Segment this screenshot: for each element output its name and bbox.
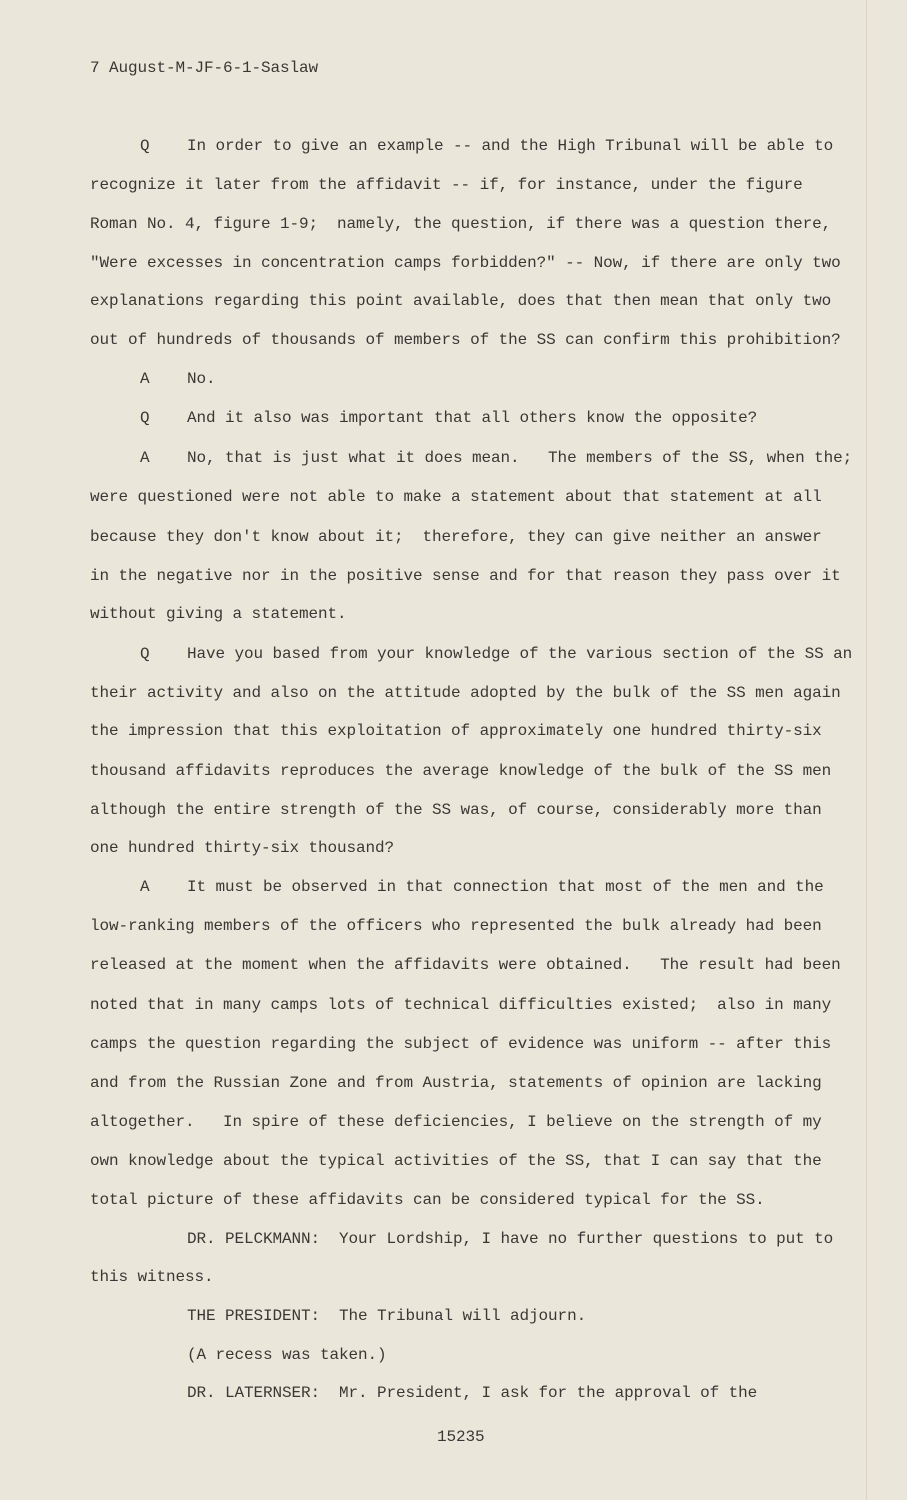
text-line: recognize it later from the affidavit -- if, for instance, under the figure: [90, 176, 803, 194]
text-line: camps the question regarding the subject of evidence was uniform -- after this: [90, 1035, 832, 1053]
page-header: 7 August-M-JF-6-1-Saslaw: [90, 59, 319, 77]
a-label: A: [140, 878, 150, 896]
text-line: And it also was important that all others know the opposite?: [187, 409, 758, 427]
text-line: their activity and also on the attitude adopted by the bulk of the SS men again: [90, 684, 841, 702]
text-line: Have you based from your knowledge of the various section of the SS an: [187, 645, 853, 663]
text-line: noted that in many camps lots of technical difficulties existed; also in many: [90, 996, 832, 1014]
text-line: out of hundreds of thousands of members of the SS can confirm this prohibition?: [90, 331, 841, 349]
text-line: "Were excesses in concentration camps forbidden?" -- Now, if there are only two: [90, 254, 841, 272]
text-line: thousand affidavits reproduces the average knowledge of the bulk of the SS men: [90, 762, 832, 780]
q-label: Q: [140, 137, 150, 155]
speaker-line: DR. LATERNSER: Mr. President, I ask for the approval of the: [187, 1384, 758, 1402]
text-line: although the entire strength of the SS was, of course, considerably more than: [90, 801, 822, 819]
a-label: A: [140, 449, 150, 467]
text-line: were questioned were not able to make a statement about that statement at all: [90, 488, 822, 506]
speaker-line: DR. PELCKMANN: Your Lordship, I have no further questions to put to: [187, 1230, 834, 1248]
stage-direction: (A recess was taken.): [187, 1346, 387, 1364]
text-line: because they don't know about it; therefore, they can give neither an answer: [90, 528, 822, 546]
text-line: in the negative nor in the positive sense and for that reason they pass over it: [90, 567, 841, 585]
q-label: Q: [140, 409, 150, 427]
speaker-line: THE PRESIDENT: The Tribunal will adjourn.: [187, 1307, 587, 1325]
text-line: No, that is just what it does mean. The members of the SS, when the;: [187, 449, 853, 467]
q-label: Q: [140, 645, 150, 663]
text-line: own knowledge about the typical activities of the SS, that I can say that the: [90, 1152, 822, 1170]
text-line: without giving a statement.: [90, 605, 347, 623]
page-number: 15235: [437, 1428, 485, 1446]
text-line: No.: [187, 370, 216, 388]
text-line: low-ranking members of the officers who represented the bulk already had been: [90, 917, 822, 935]
text-line: the impression that this exploitation of approximately one hundred thirty-six: [90, 722, 822, 740]
text-line: altogether. In spire of these deficiencies, I believe on the strength of my: [90, 1113, 822, 1131]
text-line: total picture of these affidavits can be considered typical for the SS.: [90, 1191, 765, 1209]
a-label: A: [140, 370, 150, 388]
text-line: Roman No. 4, figure 1-9; namely, the question, if there was a question there,: [90, 215, 832, 233]
text-line: this witness.: [90, 1268, 214, 1286]
text-line: It must be observed in that connection that most of the men and the: [187, 878, 824, 896]
text-line: released at the moment when the affidavits were obtained. The result had been: [90, 956, 841, 974]
text-line: one hundred thirty-six thousand?: [90, 839, 395, 857]
text-line: In order to give an example -- and the High Tribunal will be able to: [187, 137, 834, 155]
text-line: explanations regarding this point available, does that then mean that only two: [90, 292, 832, 310]
text-line: and from the Russian Zone and from Austria, statements of opinion are lacking: [90, 1074, 822, 1092]
